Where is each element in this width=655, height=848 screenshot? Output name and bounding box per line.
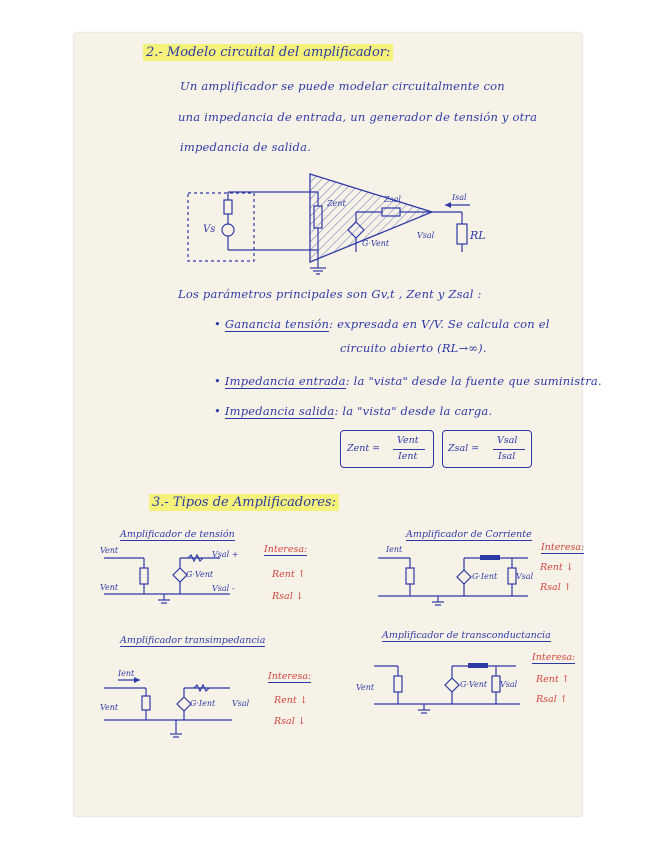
- bullet-output-desc: : la "vista" desde la carga.: [334, 404, 493, 418]
- params-intro: Los parámetros principales son Gv,t , Zent y Zsal :: [178, 287, 482, 301]
- diagram-label-isal: Isal: [452, 193, 467, 202]
- amp-transconductance-item-2: Rsal ↑: [536, 694, 568, 705]
- amp-current-gen: G·Ient: [472, 572, 498, 581]
- amp-current-in-top: Ient: [386, 545, 403, 554]
- amp-current-title: Amplificador de Corriente: [406, 529, 532, 540]
- amp-tension-title: Amplificador de tensión: [120, 529, 235, 540]
- amp-transimpedance-item-1: Rent ↓: [274, 695, 308, 706]
- amp-transimpedance-item-2: Rsal ↓: [274, 716, 306, 727]
- diagram-label-zent: Zent: [327, 199, 346, 208]
- bullet-input: • Impedancia entrada: la "vista" desde la fuente que suministra.: [214, 374, 602, 388]
- amp-current-item-1: Rent ↓: [540, 562, 574, 573]
- bullet-input-term: Impedancia entrada: [224, 374, 346, 388]
- bullet-input-desc: : la "vista" desde la fuente que suministra.: [345, 374, 602, 388]
- bullet-gain-desc: : expresada en V/V. Se calcula con el: [329, 317, 550, 331]
- formula-zsal: Zsal = Vsal Isal: [442, 430, 532, 468]
- section3-title: 3.- Tipos de Amplificadores:: [149, 496, 339, 509]
- amp-tension-in-top: Vent: [100, 546, 119, 555]
- bullet-gain-desc2: circuito abierto (RL→∞).: [340, 341, 487, 355]
- amp-transimpedance-interesa: Interesa:: [268, 671, 312, 682]
- paragraph-line-3: impedancia de salida.: [180, 140, 312, 154]
- amp-transimpedance-out: Vsal: [232, 699, 250, 708]
- amp-transconductance-title: Amplificador de transconductancia: [382, 630, 551, 641]
- amp-tension-out-top: Vsal +: [212, 550, 239, 559]
- amp-current-item-2: Rsal ↑: [540, 582, 572, 593]
- bullet-output: • Impedancia salida: la "vista" desde la carga.: [214, 404, 493, 418]
- amp-tension-item-1: Rent ↑: [272, 569, 306, 580]
- diagram-label-vsal: Vsal: [417, 231, 435, 240]
- amp-tension-interesa: Interesa:: [264, 544, 308, 555]
- paragraph-line-1: Un amplificador se puede modelar circuitalmente con: [180, 79, 505, 93]
- amp-tension-gen: G·Vent: [186, 570, 214, 579]
- section2-title: 2.- Modelo circuital del amplificador:: [143, 46, 393, 59]
- bullet-output-term: Impedancia salida: [224, 404, 335, 418]
- amp-transimpedance-gen: G·Ient: [190, 699, 216, 708]
- amp-transimpedance-title: Amplificador transimpedancia: [120, 635, 266, 646]
- amp-transimpedance-in-left: Vent: [100, 703, 119, 712]
- amp-current-interesa: Interesa:: [541, 542, 585, 553]
- diagram-label-vs: Vs: [203, 224, 216, 235]
- amp-transconductance-out: Vsal: [500, 680, 518, 689]
- bullet-gain: • Ganancia tensión: expresada en V/V. Se calcula con el: [214, 317, 550, 331]
- formula-zent: Zent = Vent Ient: [340, 430, 434, 468]
- diagram-label-gv: G·Vent: [362, 239, 390, 248]
- diagram-label-rl: RL: [470, 229, 486, 242]
- amp-transconductance-gen: G·Vent: [460, 680, 488, 689]
- amp-tension-item-2: Rsal ↓: [272, 591, 304, 602]
- amp-transconductance-in-left: Vent: [356, 683, 375, 692]
- amp-tension-in-bottom: Vent: [100, 583, 119, 592]
- amp-transconductance-item-1: Rent ↑: [536, 674, 570, 685]
- paragraph-line-2: una impedancia de entrada, un generador de tensión y otra: [178, 110, 538, 124]
- bullet-gain-term: Ganancia tensión: [224, 317, 330, 331]
- diagram-label-zsal: Zsal: [384, 195, 401, 204]
- amp-current-out: Vsal: [516, 572, 534, 581]
- amp-tension-out-bottom: Vsal -: [212, 584, 235, 593]
- amp-transconductance-interesa: Interesa:: [532, 652, 576, 663]
- amp-transimpedance-in-top: Ient: [118, 669, 135, 678]
